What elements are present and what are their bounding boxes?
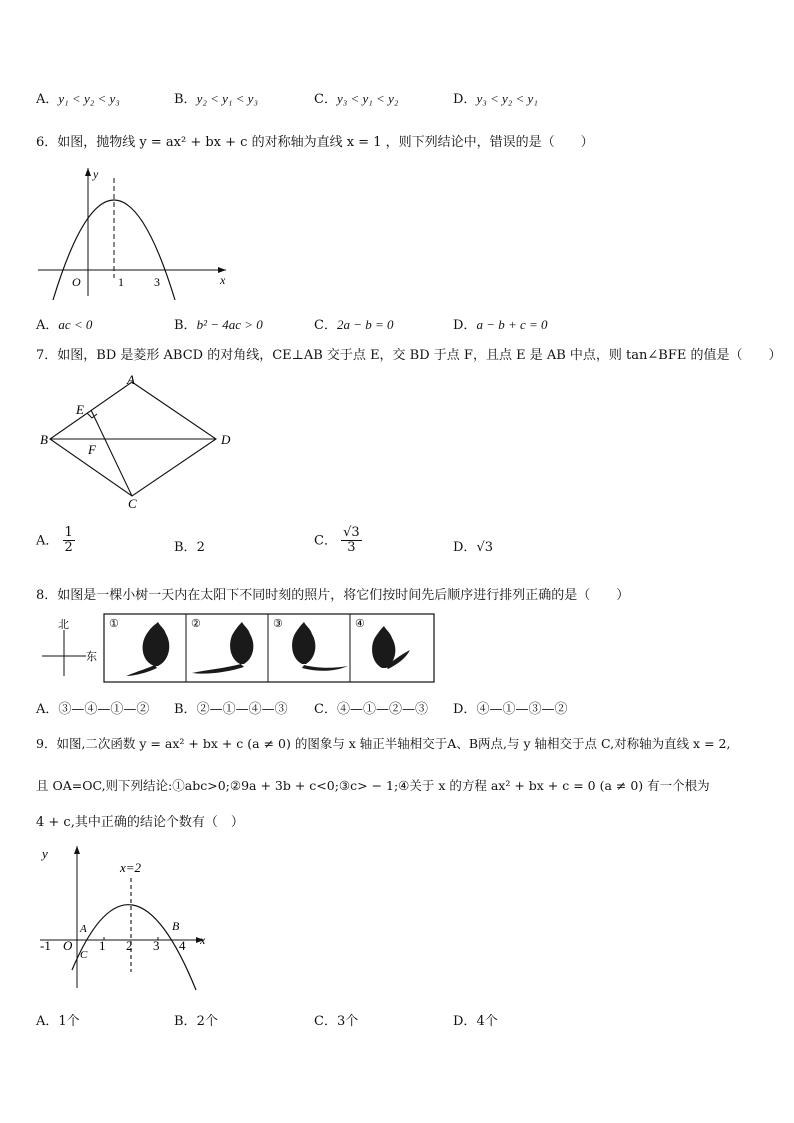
q9-stem-line-3: 4 + c,其中正确的结论个数有（ ） [36,815,244,830]
q9-axis-label: x=2 [120,860,142,875]
q9-tick-3: 3 [153,938,160,953]
q8-compass-east: 东 [86,651,97,663]
q7-label-f: F [88,442,96,457]
q6-parabola-figure [36,160,236,300]
q7-option-c: C． $\frac{√3}{3}$ [314,525,360,556]
q6-x-label: x [220,273,226,287]
q9-parabola [72,905,196,990]
q9-x-label: x [200,933,206,947]
q6-option-c: C．2a − b = 0 [314,317,394,333]
q8-photo-1-tree [126,622,169,676]
q8-photo-label-4: ④ [355,618,365,630]
q6-tick-1: 1 [118,275,124,289]
q8-compass-north: 北 [58,619,69,631]
q6-y-arrow [85,168,91,176]
q7-label-c: C [128,496,137,511]
q5-option-b: B．y₂ < y₁ < y₃ [174,91,258,107]
q8-photo-label-1: ① [109,618,119,630]
q6-option-d: D．a − b + c = 0 [453,317,548,333]
q8-photo-label-2: ② [191,618,201,630]
q6-stem: 6．如图，抛物线 y = ax² + bx + c 的对称轴为直线 x = 1 ，则下列结论中，错误的是（ ） [36,135,594,150]
q9-option-c: C．3个 [314,1014,359,1029]
q8-photo-label-3: ③ [273,618,283,630]
q9-label-b: B [172,919,180,933]
q8-photo-2-tree [192,622,253,674]
q8-option-c: C．④—①—②—③ [314,702,428,717]
q9-origin-label: O [63,938,73,953]
q6-tick-3: 3 [154,275,160,289]
q7-label-e: E [76,402,84,417]
q7-label-b: B [40,432,48,447]
q7-fraction-root3-over3: $\frac{√3}{3}$ [343,525,360,556]
q9-label-a: A [80,923,87,935]
q9-y-label: y [42,846,48,861]
q6-origin-label: O [72,275,81,289]
q9-stem-line-1: 9．如图,二次函数 y = ax² + bx + c (a ≠ 0) 的图象与 x 轴正半轴相交于A、B两点,与 y 轴相交于点 C,对称轴为直线 x = 2, [36,736,731,751]
q7-option-a: A． $\frac{1}{2}$ [36,525,73,556]
q6-option-b: B．b² − 4ac > 0 [174,317,263,333]
q9-y-arrow [74,846,80,854]
q9-parabola-figure [36,840,216,990]
q9-option-d: D．4个 [453,1014,498,1029]
q8-option-b: B．②—①—④—③ [174,702,288,717]
q9-option-a: A．1个 [36,1014,80,1029]
q9-label-c: C [80,949,88,961]
q5-option-a: A．y₁ < y₂ < y₃ [36,91,120,107]
q7-fraction-half: $\frac{1}{2}$ [64,525,73,556]
q8-option-a: A．③—④—①—② [36,702,150,717]
q7-option-d: D．√3 [453,540,493,555]
q9-tick-2: 2 [126,938,133,953]
q8-photo-4-tree [372,626,410,669]
q7-option-b: B．2 [174,540,205,555]
q7-rhombus-figure [36,372,246,512]
q8-photo-3-tree [292,622,348,671]
q5-option-d: D．y₃ < y₂ < y₁ [453,91,538,107]
q6-option-a: A．ac < 0 [36,317,93,333]
q7-label-d: D [221,432,231,447]
q7-stem: 7．如图，BD 是菱形 ABCD 的对角线，CE⊥AB 交于点 E，交 BD 于点 F，且点 E 是 AB 中点，则 tan∠BFE 的值是（ ） [36,348,782,363]
q6-y-label: y [93,167,99,181]
q8-stem: 8．如图是一棵小树一天内在太阳下不同时刻的照片，将它们按时间先后顺序进行排列正确的是（ ） [36,588,630,603]
q9-tick-1: 1 [99,938,106,953]
q7-right-angle-mark [87,413,97,418]
q7-segment-ce [91,410,132,496]
q7-label-a: A [127,372,135,387]
q9-option-b: B．2个 [174,1014,218,1029]
q9-stem-line-2: 且 OA=OC,则下列结论:①abc>0;②9a + 3b + c<0;③c> − 1;④关于 x 的方程 ax² + bx + c = 0 (a ≠ 0) 有一个根为 [36,778,710,793]
q9-tick-neg1: -1 [40,938,51,953]
q5-option-c: C．y₃ < y₁ < y₂ [314,91,399,107]
q9-tick-4: 4 [179,938,186,953]
q8-tree-photos-figure [36,610,446,686]
q8-option-d: D．④—①—③—② [453,702,568,717]
